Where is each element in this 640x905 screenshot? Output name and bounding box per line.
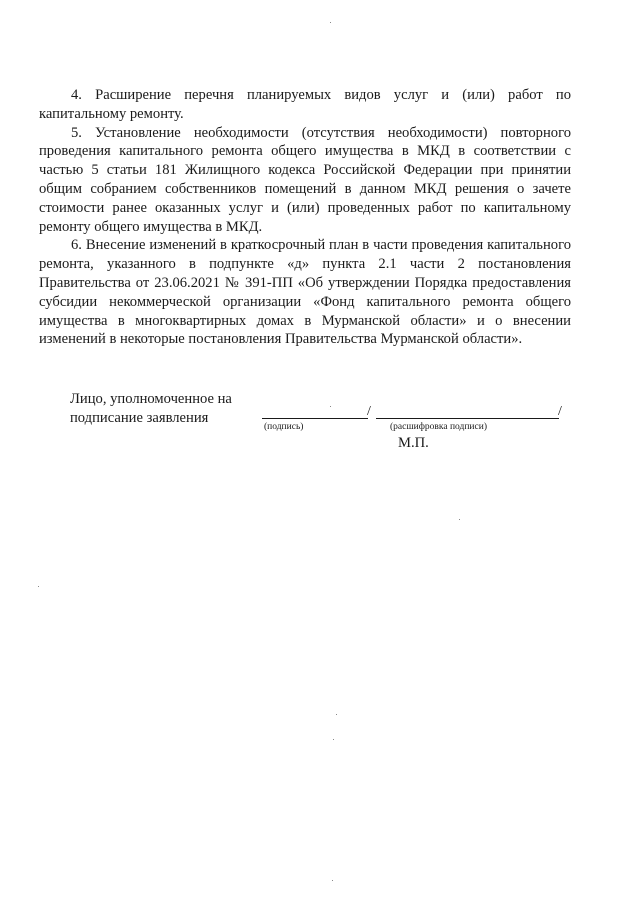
signature-caption: (подпись) bbox=[264, 422, 304, 432]
seal-placeholder: М.П. bbox=[398, 435, 429, 451]
signature-separator-slash: / bbox=[367, 404, 371, 419]
decoding-line bbox=[376, 418, 559, 419]
signature-line bbox=[262, 418, 368, 419]
scan-speck bbox=[38, 586, 39, 587]
scan-speck bbox=[330, 406, 331, 407]
decoding-end-slash: / bbox=[558, 404, 562, 419]
signatory-label-line-2: подписание заявления bbox=[70, 410, 209, 426]
paragraph-item-5: 5. Установление необходимости (отсутствия необходимости) повторного проведения капитального ремонта общего имущества в МКД в соответствии с частью 5 статьи 181 Жилищного кодекса Российской Федерации при принятии общим собранием собственников помещений в данном МКД решения о зачете стоимости ранее оказанных услуг и (или) проведенных работ по капитальному ремонту общего имущества в МКД. bbox=[39, 124, 571, 235]
scan-speck bbox=[336, 714, 337, 715]
paragraph-item-4: 4. Расширение перечня планируемых видов услуг и (или) работ по капитальному ремонту. bbox=[39, 87, 571, 122]
decoding-caption: (расшифровка подписи) bbox=[390, 422, 487, 432]
document-body bbox=[39, 86, 571, 349]
paragraph-item-6: 6. Внесение изменений в краткосрочный план в части проведения капитального ремонта, указанного в подпункте «д» пункта 2.1 части 2 постановления Правительства от 23.06.2021 № 391-ПП «Об утверждении Порядка предоставления субсидии некоммерческой организации «Фонд капитального ремонта общего имущества в многоквартирных домах в Мурманской области» и о внесении изменений в некоторые постановления Правительства Мурманской области». bbox=[39, 237, 571, 348]
scan-speck bbox=[332, 880, 333, 881]
signatory-label bbox=[70, 390, 232, 428]
scan-speck bbox=[459, 519, 460, 520]
scan-speck bbox=[333, 739, 334, 740]
signatory-label-line-1: Лицо, уполномоченное на bbox=[70, 391, 232, 407]
scan-speck bbox=[330, 22, 331, 23]
